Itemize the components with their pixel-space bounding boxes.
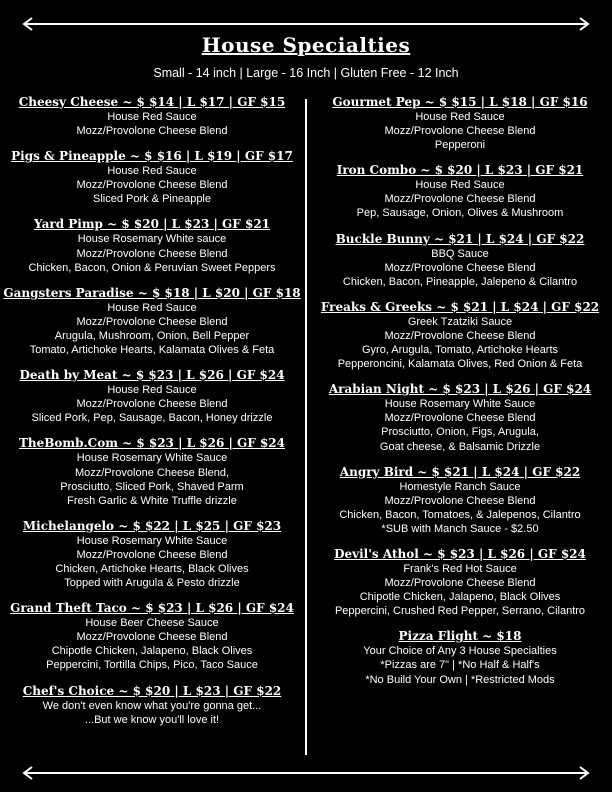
item-title: Pizza Flight ~ $18 [398,629,522,644]
item-line: Peppercini, Crushed Red Pepper, Serrano, Cilantro [334,605,586,618]
column-divider [305,99,307,755]
item-title: Gourmet Pep ~ $ $15 | L $18 | GF $16 [332,95,588,109]
item-line: Homestyle Ranch Sauce [399,480,521,493]
item-line: Mozz/Provolone Cheese Blend, [74,466,230,479]
item-line: Pep, Sausage, Onion, Olives & Mushroom [356,207,564,220]
menu-item [2,519,302,590]
menu-item [310,300,610,371]
item-line: Topped with Arugula & Pesto drizzle [64,577,240,590]
item-line: Mozz/Provolone Cheese Blend [76,548,228,561]
item-title: Yard Pimp ~ $ $20 | L $23 | GF $21 [33,217,271,232]
item-line: Greek Tzatziki Sauce [407,315,513,328]
item-line: Goat cheese, & Balsamic Drizzle [379,440,541,453]
item-line: Chicken, Bacon, Pineapple, Jalepeno & Cilantro [342,275,578,288]
menu-item [310,95,610,152]
item-line: House Rosemary White sauce [77,233,227,246]
menu-item [310,547,610,618]
item-line: House Red Sauce [107,111,197,123]
menu-item [2,95,302,138]
item-line: House Red Sauce [107,165,197,178]
item-line: Chicken, Artichoke Hearts, Black Olives [55,562,249,575]
item-line: Chipotle Chicken, Jalapeno, Black Olives [51,645,253,658]
item-line: Prosciutto, Sliced Pork, Shaved Parm [60,480,244,493]
item-line: BBQ Sauce [431,247,489,260]
left-menu-column [2,95,302,727]
menu-item [2,601,302,672]
item-line: Arugula, Mushroom, Onion, Bell Pepper [54,329,250,342]
item-line: Mozz/Provolone Cheese Blend [76,315,228,328]
item-title: Chef's Choice ~ $ $20 | L $23 | GF $22 [22,683,282,698]
menu-item [2,149,302,206]
item-title: Grand Theft Taco ~ $ $23 | L $26 | GF $24 [10,601,294,616]
item-line: We don't even know what you're gonna get... [42,699,262,712]
item-line: House Rosemary White Sauce [76,452,228,465]
item-line: Mozz/Provolone Cheese Blend [384,193,536,206]
item-line: Frank's Red Hot Sauce [403,562,517,575]
item-line: Sliced Pork, Pep, Sausage, Bacon, Honey drizzle [31,412,273,425]
item-line: Mozz/Provolone Cheese Blend [384,125,536,138]
menu-item [310,232,610,289]
top-arrow-divider [20,17,592,31]
item-line: *No Build Your Own | *Restricted Mods [365,673,555,686]
item-title: Freaks & Greeks ~ $ $21 | L $24 | GF $22 [320,299,600,314]
item-line: *SUB with Manch Sauce - $2.50 [381,522,539,535]
item-line: Mozz/Provolone Cheese Blend [76,631,228,644]
menu-item [2,217,302,274]
item-line: Tomato, Artichoke Hearts, Kalamata Olives & Feta [29,344,275,357]
item-title: Devil's Athol ~ $ $23 | L $26 | GF $24 [334,546,586,561]
item-title: TheBomb.Com ~ $ $23 | L $26 | GF $24 [18,436,286,451]
item-line: House Red Sauce [415,111,505,123]
menu-item [2,436,302,507]
item-line: Mozz/Provolone Cheese Blend [76,179,228,192]
item-title: Michelangelo ~ $ $22 | L $25 | GF $23 [22,518,282,533]
item-line: Mozz/Provolone Cheese Blend [384,329,536,342]
item-line: Mozz/Provolone Cheese Blend [384,412,536,425]
page-title: House Specialties [201,33,411,57]
menu-item [310,629,610,686]
item-line: House Red Sauce [415,179,505,192]
item-line: Pepperoni [434,139,486,152]
bottom-arrow-divider [20,766,592,780]
menu-item [2,684,302,727]
item-title: Pigs & Pineapple ~ $ $16 | L $19 | GF $17 [11,149,293,164]
right-menu-column [310,95,610,687]
item-line: Mozz/Provolone Cheese Blend [76,247,228,260]
menu-item [310,382,610,453]
item-title: Buckle Bunny ~ $21 | L $24 | GF $22 [335,231,585,246]
item-title: Gangsters Paradise ~ $ $18 | L $20 | GF $18 [3,285,301,300]
menu-item [310,163,610,220]
item-line: House Rosemary White Sauce [384,398,536,411]
item-title: Angry Bird ~ $ $21 | L $24 | GF $22 [339,464,581,479]
item-line: Chicken, Bacon, Tomatoes, & Jalepenos, Cilantro [339,508,581,521]
menu-item [2,286,302,357]
item-line: Chipotle Chicken, Jalapeno, Black Olives [359,591,561,604]
menu-item [2,368,302,425]
item-line: House Red Sauce [107,301,197,314]
item-line: Mozz/Provolone Cheese Blend [384,577,536,590]
item-line: Fresh Garlic & White Truffle drizzle [67,494,237,507]
item-title: Cheesy Cheese ~ $ $14 | L $17 | GF $15 [18,95,286,109]
item-title: Iron Combo ~ $ $20 | L $23 | GF $21 [336,163,584,178]
item-line: Sliced Pork & Pineapple [92,193,211,206]
menu-item [310,465,610,536]
item-line: Peppercini, Tortilla Chips, Pico, Taco Sauce [46,659,258,672]
item-line: Mozz/Provolone Cheese Blend [76,398,228,411]
item-line: Mozz/Provolone Cheese Blend [384,494,536,507]
item-line: Prosciutto, Onion, Figs, Arugula, [381,426,539,439]
item-line: House Beer Cheese Sauce [85,617,219,630]
item-line: ...But we know you'll love it! [84,713,220,726]
item-line: Mozz/Provolone Cheese Blend [384,261,536,274]
item-line: Gyro, Arugula, Tomato, Artichoke Hearts [361,344,559,357]
item-line: House Red Sauce [107,384,197,397]
item-line: Chicken, Bacon, Onion & Peruvian Sweet Peppers [28,261,276,274]
item-line: Pepperoncini, Kalamata Olives, Red Onion & Feta [337,358,583,371]
item-title: Arabian Night ~ $ $23 | L $26 | GF $24 [328,382,592,397]
item-line: Mozz/Provolone Cheese Blend [76,125,228,138]
item-line: Your Choice of Any 3 House Specialties [363,645,557,658]
item-line: *Pizzas are 7" | *No Half & Half's [380,659,540,672]
item-title: Death by Meat ~ $ $23 | L $26 | GF $24 [19,368,285,383]
item-line: House Rosemary White Sauce [76,534,228,547]
size-legend: Small - 14 inch | Large - 16 Inch | Gluten Free - 12 Inch [153,66,459,80]
